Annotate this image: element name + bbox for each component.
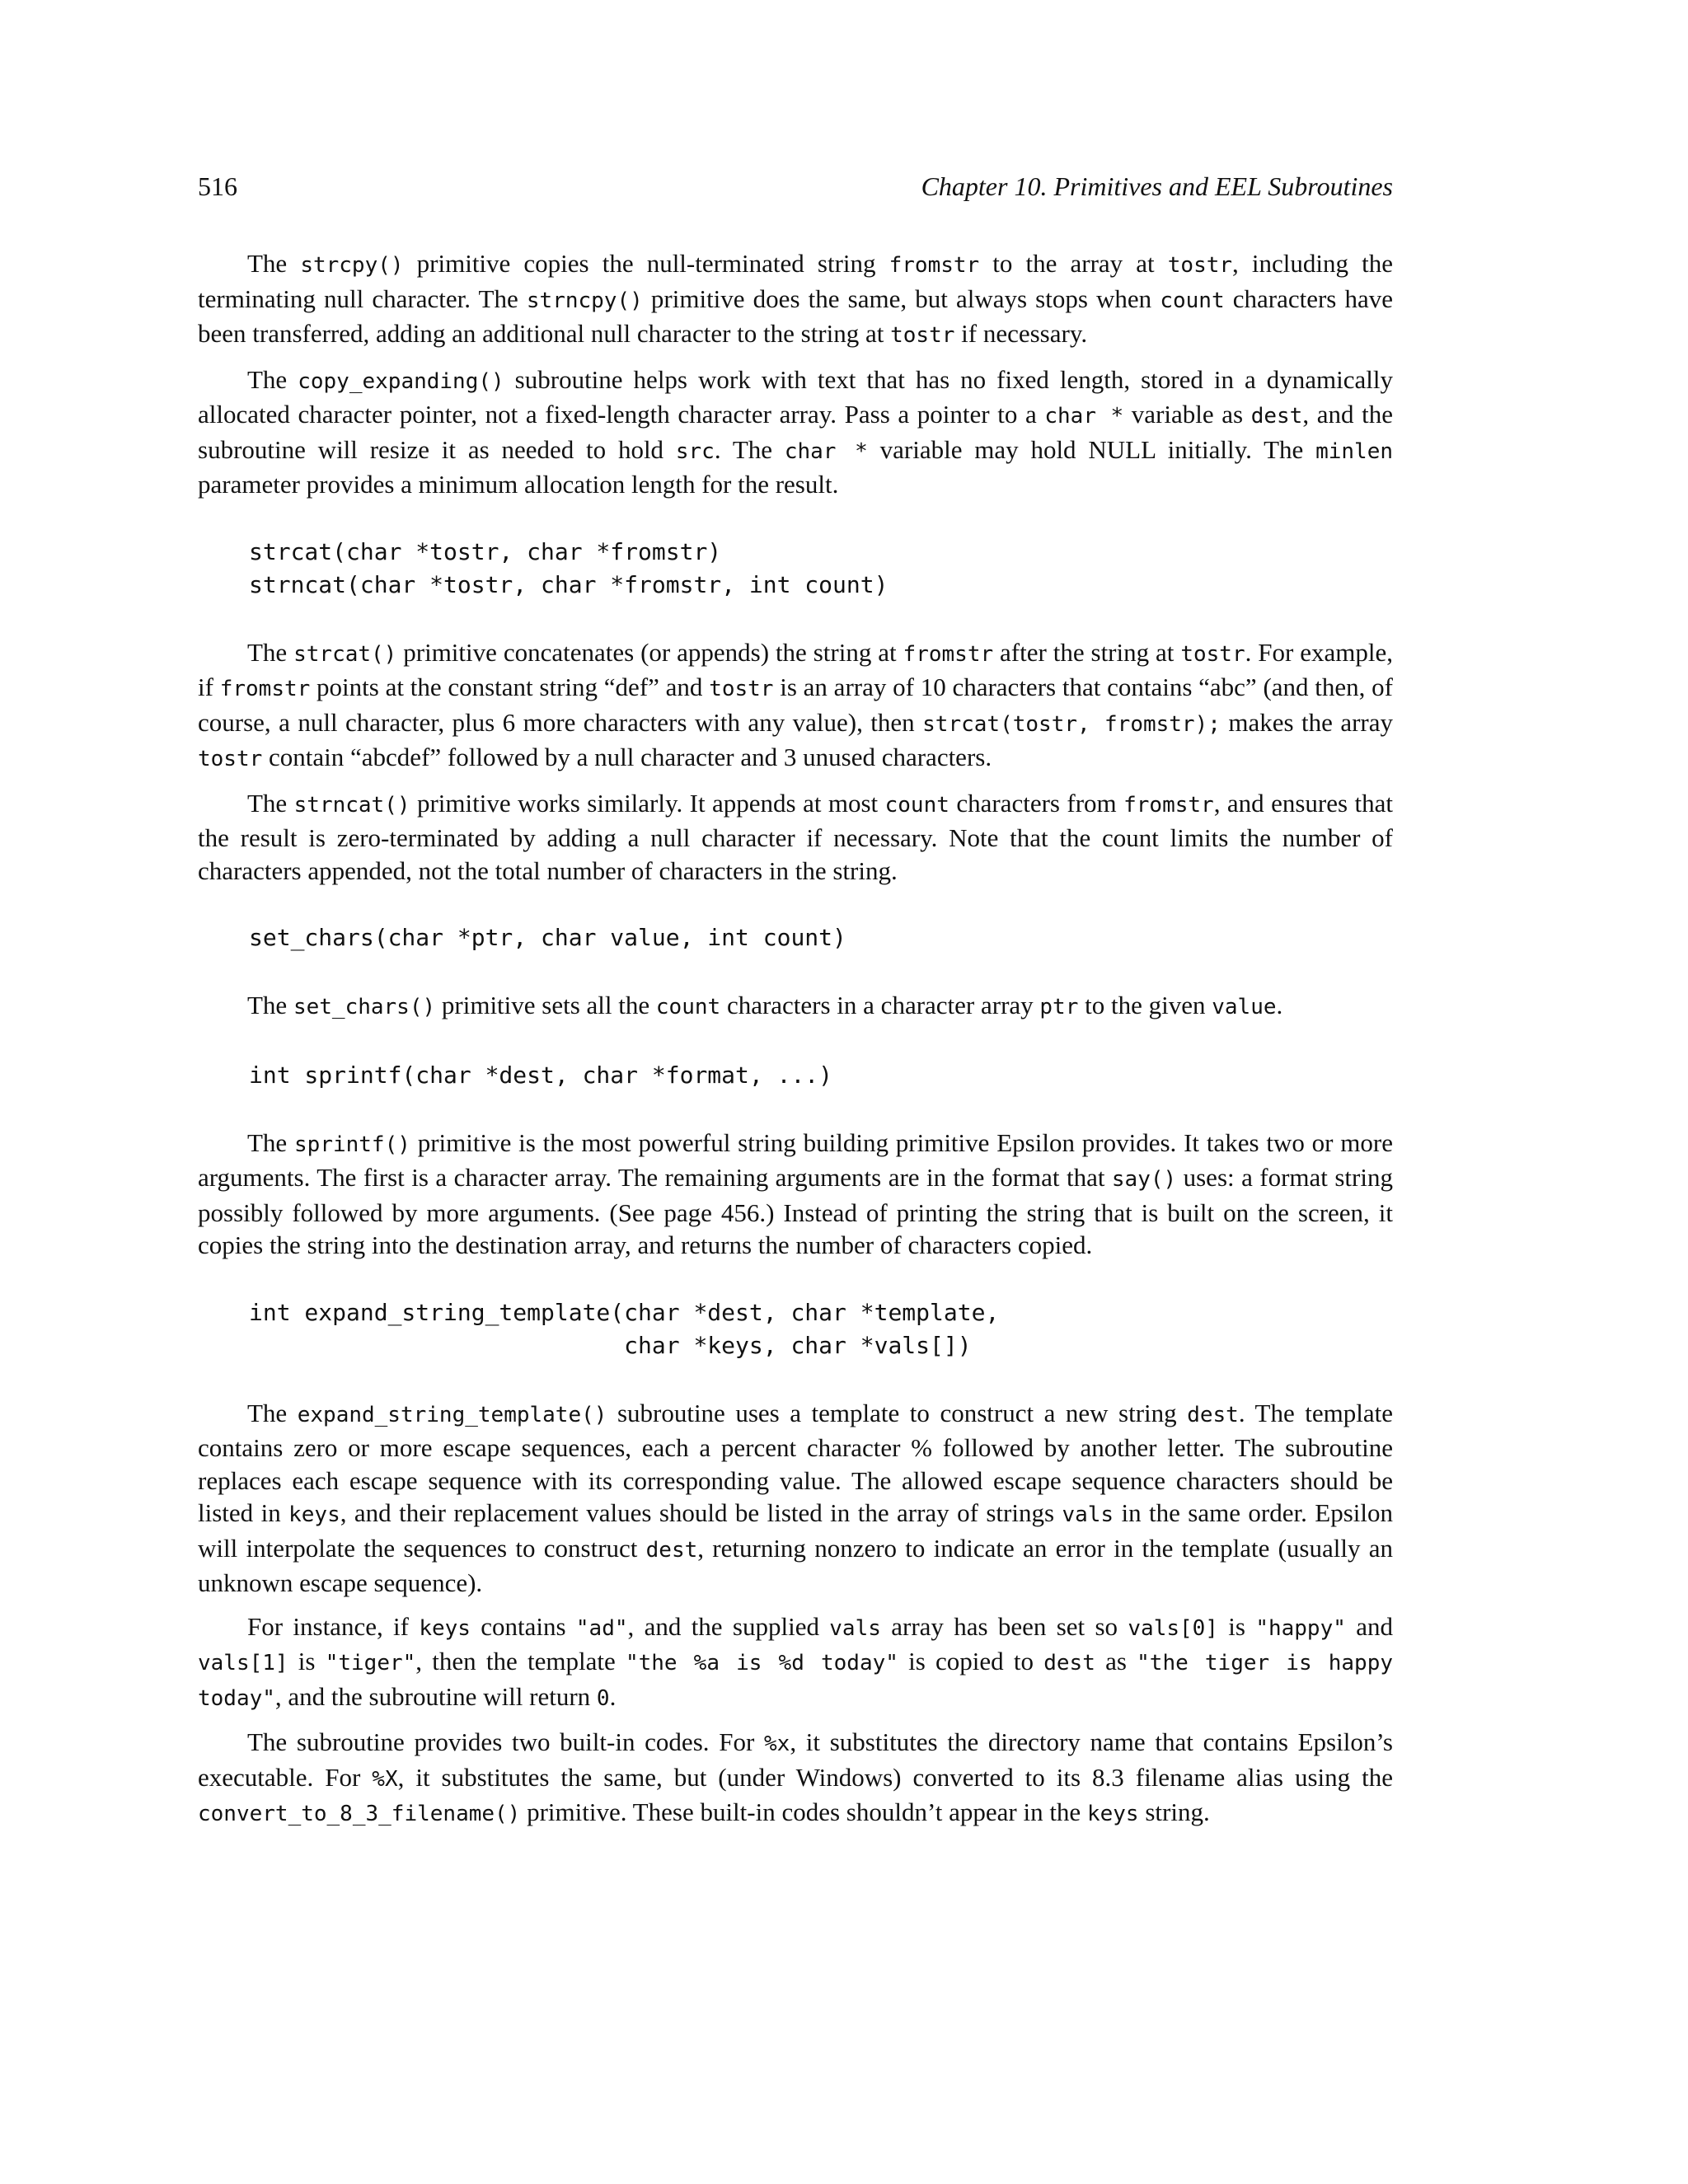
text-run: contain “abcdef” followed by a null character and 3 unused characters.: [262, 743, 992, 771]
text-run: primitive concatenates (or appends) the string at: [396, 637, 903, 667]
inline-code: "tiger": [325, 1651, 416, 1675]
inline-code: ptr: [1039, 995, 1079, 1019]
inline-code: vals[1]: [198, 1651, 288, 1675]
text-run: variable as: [1123, 400, 1251, 429]
text-run: , and the subroutine will resize it as needed to hold: [198, 400, 1393, 464]
inline-code: value: [1212, 995, 1277, 1019]
inline-code: "happy": [1255, 1615, 1346, 1641]
text-run: after the string at: [993, 637, 1181, 667]
prototype-sprintf: int sprintf(char *dest, char *format, ...): [249, 1061, 833, 1089]
inline-code: dest: [1043, 1651, 1095, 1675]
text-run: variable may hold NULL initially. The: [867, 434, 1316, 464]
paragraph-strcat: [198, 636, 1393, 776]
text-run: if necessary.: [954, 319, 1088, 348]
text-run: primitive works similarly. It appends at most: [410, 788, 885, 818]
paragraph-built-in-codes: [198, 1726, 1393, 1831]
inline-code: vals: [829, 1615, 881, 1641]
paragraph-sprintf: [198, 1127, 1393, 1262]
paragraph-copy-expanding: [198, 363, 1393, 501]
inline-code: %x: [764, 1732, 790, 1756]
text-run: .: [609, 1681, 617, 1711]
text-run: characters have been transferred, adding an additional null character to the string at: [198, 284, 1394, 348]
inline-code: dest: [1187, 1402, 1239, 1427]
text-run: primitive is the most powerful string building primitive Epsilon provides. It takes two or more arguments. The first is a character array. The remaining arguments are in the format that: [198, 1127, 1393, 1192]
text-run: is: [288, 1647, 326, 1675]
text-run: The: [247, 249, 301, 278]
page-header: [198, 171, 1393, 213]
inline-code: set_chars(): [293, 995, 436, 1019]
inline-code: say(): [1111, 1167, 1177, 1192]
text-run: subroutine uses a template to construct a new string: [607, 1398, 1188, 1427]
inline-code: "the tiger is happy today": [198, 1651, 1393, 1711]
text-run: as: [1095, 1647, 1137, 1675]
inline-code: keys: [1086, 1802, 1139, 1826]
inline-code: vals: [1062, 1502, 1114, 1527]
text-run: is an array of 10 characters that contains “abc” (and then, of course, a null character, plus 6 more characters with any value), then: [198, 673, 1393, 737]
text-run: is: [1217, 1611, 1256, 1641]
text-run: . The template contains zero or more escape sequences, each a percent character % followed by another letter. The subroutine replaces each escape sequence with its corresponding value. The allowed escape sequence characters should be listed in: [198, 1398, 1393, 1527]
inline-code: count: [884, 792, 950, 818]
text-run: characters from: [949, 788, 1124, 818]
paragraph-set-chars: [198, 989, 1393, 1024]
text-run: and: [1345, 1611, 1393, 1641]
page-number: 516: [198, 171, 237, 201]
text-run: , returning nonzero to indicate an error in the template (usually an unknown escape sequence).: [198, 1533, 1393, 1597]
inline-code: fromstr: [889, 253, 980, 278]
inline-code: dest: [1250, 404, 1303, 429]
inline-code: sprintf(): [294, 1132, 410, 1157]
text-run: , it substitutes the same, but (under Windows) converted to its 8.3 filename alias using the: [397, 1762, 1393, 1792]
inline-code: copy_expanding(): [298, 368, 504, 394]
text-run: primitive. These built-in codes shouldn’t appear in the: [520, 1797, 1087, 1826]
page-body: [198, 247, 1393, 1831]
inline-code: fromstr: [219, 677, 311, 701]
inline-code: strncpy(): [526, 288, 643, 313]
text-run: points at the constant string “def” and: [310, 673, 710, 701]
inline-code: strcpy(): [300, 253, 404, 278]
text-run: The: [247, 364, 298, 394]
inline-code: vals[0]: [1128, 1615, 1218, 1641]
text-run: makes the array: [1220, 707, 1393, 737]
inline-code: char *: [1044, 404, 1124, 429]
text-run: The: [247, 637, 294, 667]
inline-code: fromstr: [1123, 792, 1214, 818]
paragraph-expand-string-template: [198, 1397, 1393, 1600]
inline-code: "the %a is %d today": [625, 1651, 898, 1675]
text-run: , including the terminating null character. The: [198, 249, 1393, 313]
text-run: characters in a character array: [720, 991, 1040, 1019]
paragraph-example: [198, 1610, 1393, 1716]
inline-code: char *: [784, 438, 868, 464]
text-run: For instance, if: [247, 1611, 420, 1641]
text-run: , then the template: [415, 1647, 626, 1675]
paragraph-strncat: [198, 787, 1393, 888]
text-run: primitive does the same, but always stops when: [642, 284, 1160, 313]
inline-code: tostr: [1167, 253, 1233, 278]
inline-code: dest: [645, 1537, 698, 1563]
text-run: primitive sets all the: [435, 991, 656, 1019]
text-run: The: [247, 1127, 295, 1157]
text-run: in the same order. Epsilon will interpolate the sequences to construct: [198, 1498, 1394, 1563]
inline-code: count: [655, 995, 721, 1019]
text-run: is copied to: [898, 1647, 1044, 1675]
text-run: contains: [470, 1611, 576, 1641]
text-run: , and their replacement values should be listed in the array of strings: [340, 1498, 1062, 1527]
inline-code: convert_to_8_3_filename(): [198, 1802, 521, 1826]
inline-code: count: [1160, 288, 1225, 313]
text-run: primitive copies the null-terminated string: [403, 249, 889, 278]
inline-code: strncat(): [293, 792, 410, 818]
chapter-title: Chapter 10. Primitives and EEL Subroutines: [921, 171, 1393, 201]
inline-code: 0: [596, 1685, 610, 1711]
inline-code: fromstr: [903, 641, 994, 667]
text-run: to the array at: [979, 249, 1168, 278]
text-run: , and the subroutine will return: [274, 1681, 597, 1711]
inline-code: strcat(tostr, fromstr);: [922, 711, 1221, 737]
text-run: The subroutine provides two built-in codes. For: [247, 1727, 764, 1756]
text-run: . The: [714, 434, 785, 464]
inline-code: tostr: [198, 747, 263, 771]
text-run: parameter provides a minimum allocation length for the result.: [198, 470, 839, 499]
inline-code: expand_string_template(): [297, 1402, 607, 1427]
inline-code: %X: [372, 1766, 398, 1792]
text-run: , and the supplied: [627, 1611, 830, 1641]
inline-code: minlen: [1315, 438, 1393, 464]
inline-code: "ad": [575, 1615, 628, 1641]
text-run: , and ensures that the result is zero-terminated by adding a null character if necessary. Note that the count limits the number of characters appended, not the total number of characters in the string.: [198, 788, 1393, 885]
paragraph-strcpy: [198, 247, 1393, 353]
text-run: .: [1276, 991, 1283, 1019]
inline-code: strcat(): [293, 641, 397, 667]
inline-code: tostr: [1180, 641, 1245, 667]
text-run: subroutine helps work with text that has no fixed length, stored in a dynamically allocated character pointer, not a fixed-length character array. Pass a pointer to a: [198, 364, 1394, 429]
document-page: [198, 171, 1393, 1842]
text-run: The: [247, 991, 293, 1019]
inline-code: keys: [288, 1502, 340, 1527]
inline-code: tostr: [709, 677, 774, 701]
prototype-expand-string-template: int expand_string_template(char *dest, char *template, char *keys, char *vals[]): [249, 1298, 1000, 1359]
text-run: string.: [1138, 1797, 1210, 1826]
text-run: array has been set so: [880, 1611, 1128, 1641]
prototype-strcat: strcat(char *tostr, char *fromstr) strncat(char *tostr, char *fromstr, int count): [249, 537, 889, 598]
text-run: . For example, if: [198, 637, 1393, 701]
text-run: The: [247, 1398, 298, 1427]
prototype-set-chars: set_chars(char *ptr, char value, int count): [249, 924, 846, 951]
text-run: The: [247, 788, 294, 818]
inline-code: src: [675, 438, 715, 464]
text-run: to the given: [1078, 991, 1212, 1019]
text-run: , it substitutes the directory name that contains Epsilon’s executable. For: [198, 1727, 1393, 1792]
inline-code: keys: [419, 1615, 471, 1641]
inline-code: tostr: [890, 323, 955, 348]
text-run: uses: a format string possibly followed by more arguments. (See page 456.) Instead of printing the string that is built on the screen, it copies the string into the destination array, and returns the number of characters copied.: [198, 1163, 1393, 1259]
